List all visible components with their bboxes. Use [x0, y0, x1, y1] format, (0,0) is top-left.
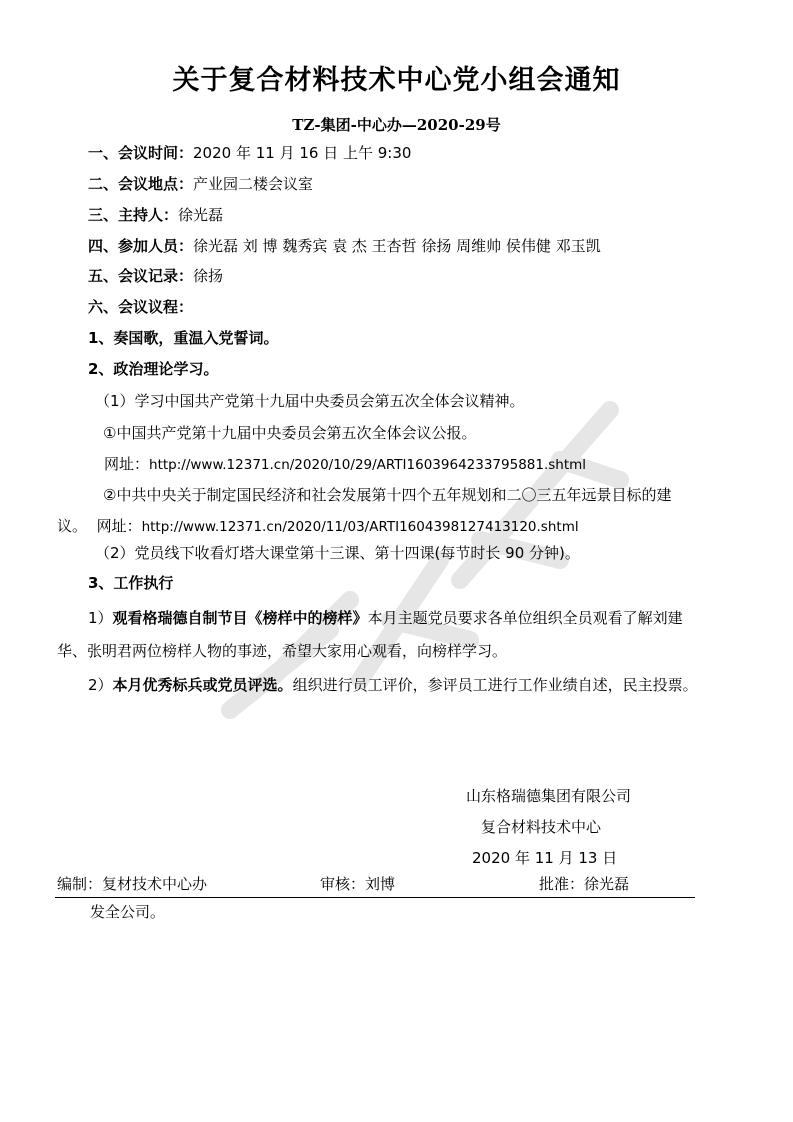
work-item-1	[88, 607, 683, 628]
agenda-item-1: 1、奏国歌，重温入党誓词。	[88, 329, 279, 347]
work-item-2-title: 本月优秀标兵或党员评选。	[112, 676, 293, 694]
agenda-item-2: 2、政治理论学习。	[88, 360, 219, 378]
meeting-place-value: 产业园二楼会议室	[193, 175, 314, 193]
meeting-recorder	[88, 265, 223, 286]
signature-department: 复合材料技术中心	[481, 818, 602, 836]
footer-reviewer: 审核：刘博	[320, 875, 396, 893]
page-title: 关于复合材料技术中心党小组会通知	[172, 65, 621, 96]
footer-divider	[55, 897, 695, 898]
agenda-sub-1-b-tail: 议。	[57, 517, 88, 535]
url-link[interactable]: http://www.12371.cn/2020/10/29/ARTI1603964233795881.shtml	[149, 457, 587, 473]
meeting-recorder-label: 五、会议记录：	[88, 267, 194, 285]
url-link[interactable]: http://www.12371.cn/2020/11/03/ARTI1604398127413120.shtml	[141, 519, 579, 535]
agenda-sub-1-b: ②中共中央关于制定国民经济和社会发展第十四个五年规划和二〇三五年远景目标的建	[103, 486, 672, 504]
work-item-1-title: 观看格瑞德自制节目《榜样中的榜样》	[112, 609, 368, 627]
meeting-time-value: 2020 年 11 月 16 日 上午 9:30	[193, 144, 412, 162]
agenda-sub-1: （1）学习中国共产党第十九届中央委员会第五次全体会议精神。	[95, 392, 525, 410]
agenda-item-3: 3、工作执行	[88, 574, 174, 592]
document-number: TZ-集团-中心办—2020-29号	[292, 116, 501, 134]
meeting-time	[88, 142, 411, 163]
footer-distribution: 发全公司。	[90, 903, 166, 921]
url-label: 网址：	[96, 517, 142, 535]
signature-company: 山东格瑞德集团有限公司	[466, 787, 632, 805]
url-label: 网址：	[104, 455, 150, 473]
agenda-sub-2: （2）党员线下收看灯塔大课堂第十三课、第十四课(每节时长 90 分钟)。	[95, 544, 580, 562]
meeting-attendees	[88, 235, 601, 256]
footer-approver: 批准：徐光磊	[539, 875, 630, 893]
meeting-attendees-value: 徐光磊 刘 博 魏秀宾 袁 杰 王杏哲 徐扬 周维帅 侯伟健 邓玉凯	[193, 237, 601, 255]
meeting-recorder-value: 徐扬	[193, 267, 224, 285]
meeting-place	[88, 173, 313, 194]
signature-date: 2020 年 11 月 13 日	[472, 849, 618, 867]
agenda-sub-1-a: ①中国共产党第十九届中央委员会第五次全体会议公报。	[103, 424, 477, 442]
work-item-1-cont: 华、张明君两位榜样人物的事迹，希望大家用心观看，向榜样学习。	[57, 642, 508, 660]
meeting-host-label: 三、主持人：	[88, 206, 179, 224]
footer-editor: 编制：复材技术中心办	[57, 875, 208, 893]
work-item-2-prefix: 2）	[88, 676, 113, 694]
meeting-place-label: 二、会议地点：	[88, 175, 194, 193]
meeting-agenda-label: 六、会议议程：	[88, 298, 194, 316]
work-item-1-prefix: 1）	[88, 609, 113, 627]
meeting-host	[88, 204, 223, 225]
work-item-2	[88, 674, 698, 695]
agenda-sub-1-a-link	[104, 453, 586, 474]
work-item-1-text: 本月主题党员要求各单位组织全员观看了解刘建	[367, 609, 683, 627]
agenda-sub-1-b-cont	[57, 515, 579, 536]
meeting-host-value: 徐光磊	[178, 206, 224, 224]
meeting-attendees-label: 四、参加人员：	[88, 237, 194, 255]
work-item-2-text: 组织进行员工评价，参评员工进行工作业绩自述，民主投票。	[292, 676, 698, 694]
meeting-time-label: 一、会议时间：	[88, 144, 194, 162]
